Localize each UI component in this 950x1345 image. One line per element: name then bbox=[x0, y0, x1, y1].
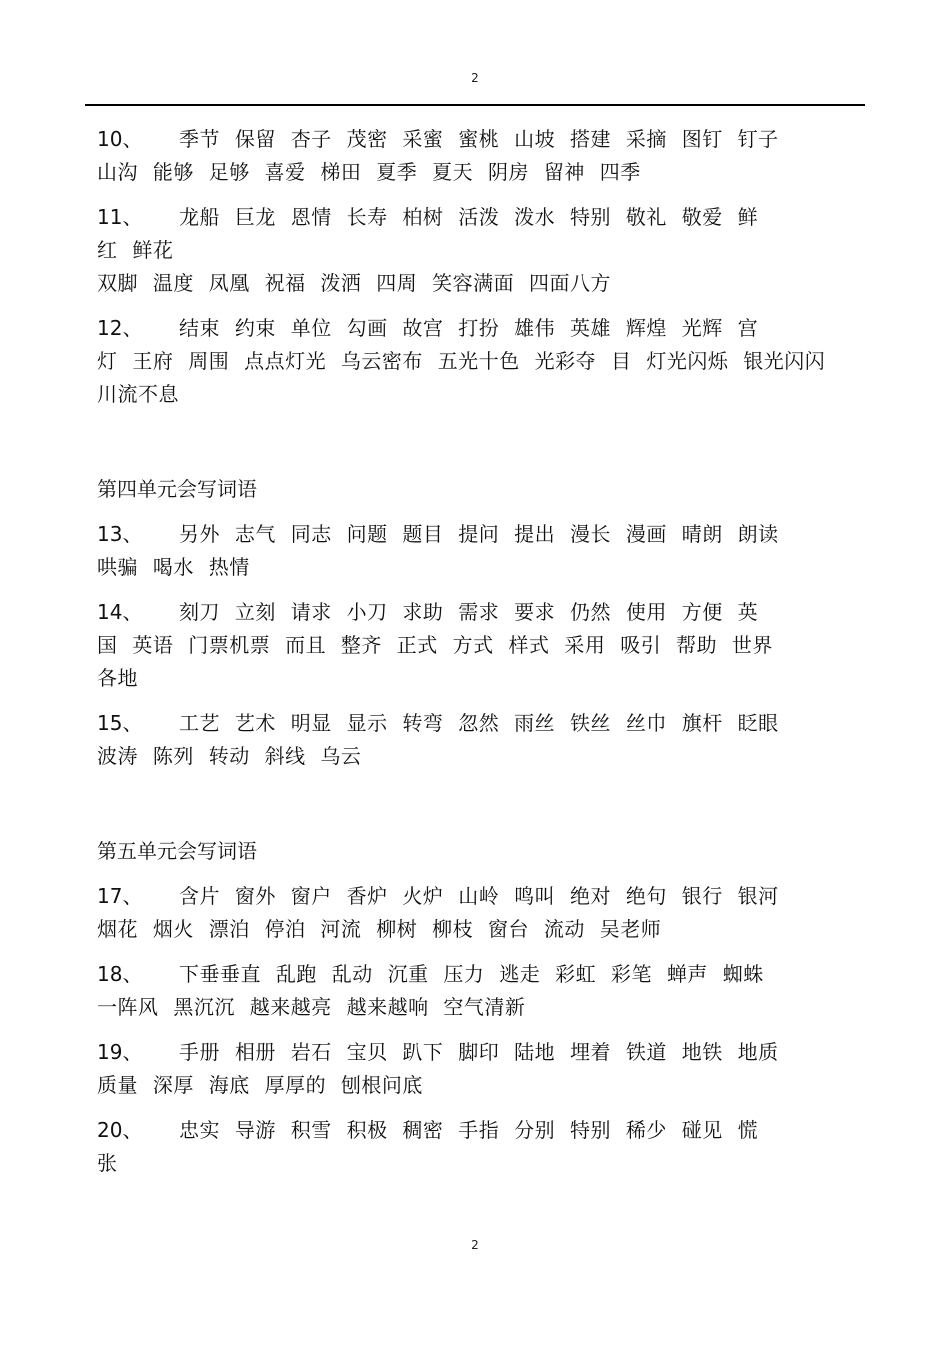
entry-words: 龙船 巨龙 恩情 长寿 柏树 活泼 泼水 特别 敬礼 敬爱 鲜 bbox=[179, 205, 759, 229]
spacer bbox=[97, 785, 865, 835]
entry-words: 含片 窗外 窗户 香炉 火炉 山岭 鸣叫 绝对 绝句 银行 银河 bbox=[179, 884, 779, 908]
vocab-entry-11 bbox=[97, 201, 865, 300]
entry-words: 下垂垂直 乱跑 乱动 沉重 压力 逃走 彩虹 彩笔 蝉声 蜘蛛 bbox=[179, 962, 764, 986]
section-5-title: 第五单元会写词语 bbox=[97, 839, 257, 863]
entry-number: 13、 bbox=[97, 522, 143, 546]
vocab-entry-14 bbox=[97, 596, 865, 695]
entry-words-cont: 国 英语 门票机票 而且 整齐 正式 方式 样式 采用 吸引 帮助 世界 bbox=[97, 633, 773, 657]
vocab-entry-17 bbox=[97, 880, 865, 946]
entry-words: 手册 相册 岩石 宝贝 趴下 脚印 陆地 埋着 铁道 地铁 地质 bbox=[179, 1040, 779, 1064]
entry-number: 20、 bbox=[97, 1118, 143, 1142]
entry-number: 19、 bbox=[97, 1040, 143, 1064]
entry-words: 刻刀 立刻 请求 小刀 求助 需求 要求 仍然 使用 方便 英 bbox=[179, 600, 759, 624]
entry-words: 工艺 艺术 明显 显示 转弯 忽然 雨丝 铁丝 丝巾 旗杆 眨眼 bbox=[179, 711, 779, 735]
entry-words-cont: 一阵风 黑沉沉 越来越亮 越来越响 空气清新 bbox=[97, 995, 526, 1019]
entry-words: 结束 约束 单位 勾画 故宫 打扮 雄伟 英雄 辉煌 光辉 宫 bbox=[179, 316, 759, 340]
vocab-entry-12 bbox=[97, 312, 865, 411]
vocab-entry-10 bbox=[97, 123, 865, 189]
page-number-top: 2 bbox=[471, 71, 479, 85]
entry-number: 11、 bbox=[97, 205, 143, 229]
entry-number: 14、 bbox=[97, 600, 143, 624]
vocab-entry-19 bbox=[97, 1036, 865, 1102]
entry-number: 12、 bbox=[97, 316, 143, 340]
vocab-entry-18 bbox=[97, 958, 865, 1024]
entry-words-cont: 质量 深厚 海底 厚厚的 刨根问底 bbox=[97, 1073, 423, 1097]
entry-words-cont: 波涛 陈列 转动 斜线 乌云 bbox=[97, 744, 362, 768]
spacer bbox=[97, 423, 865, 473]
entry-words-cont: 各地 bbox=[97, 666, 138, 690]
page-number-bottom: 2 bbox=[471, 1238, 479, 1252]
entry-words-cont: 双脚 温度 凤凰 祝福 泼洒 四周 笑容满面 四面八方 bbox=[97, 271, 612, 295]
entry-words: 季节 保留 杏子 茂密 采蜜 蜜桃 山坡 搭建 采摘 图钉 钉子 bbox=[179, 127, 779, 151]
entry-words-cont: 烟花 烟火 漂泊 停泊 河流 柳树 柳枝 窗台 流动 吴老师 bbox=[97, 917, 662, 941]
entry-words-cont: 川流不息 bbox=[97, 382, 179, 406]
entry-number: 18、 bbox=[97, 962, 143, 986]
entry-words: 忠实 导游 积雪 积极 稠密 手指 分别 特别 稀少 碰见 慌 bbox=[179, 1118, 759, 1142]
entry-words-cont: 灯 王府 周围 点点灯光 乌云密布 五光十色 光彩夺 目 灯光闪烁 银光闪闪 bbox=[97, 349, 826, 373]
section-4-title: 第四单元会写词语 bbox=[97, 477, 257, 501]
entry-words-cont: 哄骗 喝水 热情 bbox=[97, 555, 250, 579]
entry-words-cont: 张 bbox=[97, 1151, 118, 1175]
vocab-entry-20 bbox=[97, 1114, 865, 1180]
entry-words-cont: 山沟 能够 足够 喜爱 梯田 夏季 夏天 阴房 留神 四季 bbox=[97, 160, 641, 184]
entry-number: 17、 bbox=[97, 884, 143, 908]
header-rule bbox=[85, 104, 865, 106]
entry-words: 另外 志气 同志 问题 题目 提问 提出 漫长 漫画 晴朗 朗读 bbox=[179, 522, 779, 546]
entry-words-cont: 红 鲜花 bbox=[97, 238, 174, 262]
vocab-entry-13 bbox=[97, 518, 865, 584]
vocab-entry-15 bbox=[97, 707, 865, 773]
entry-number: 15、 bbox=[97, 711, 143, 735]
document-body bbox=[97, 123, 865, 1192]
entry-number: 10、 bbox=[97, 127, 143, 151]
